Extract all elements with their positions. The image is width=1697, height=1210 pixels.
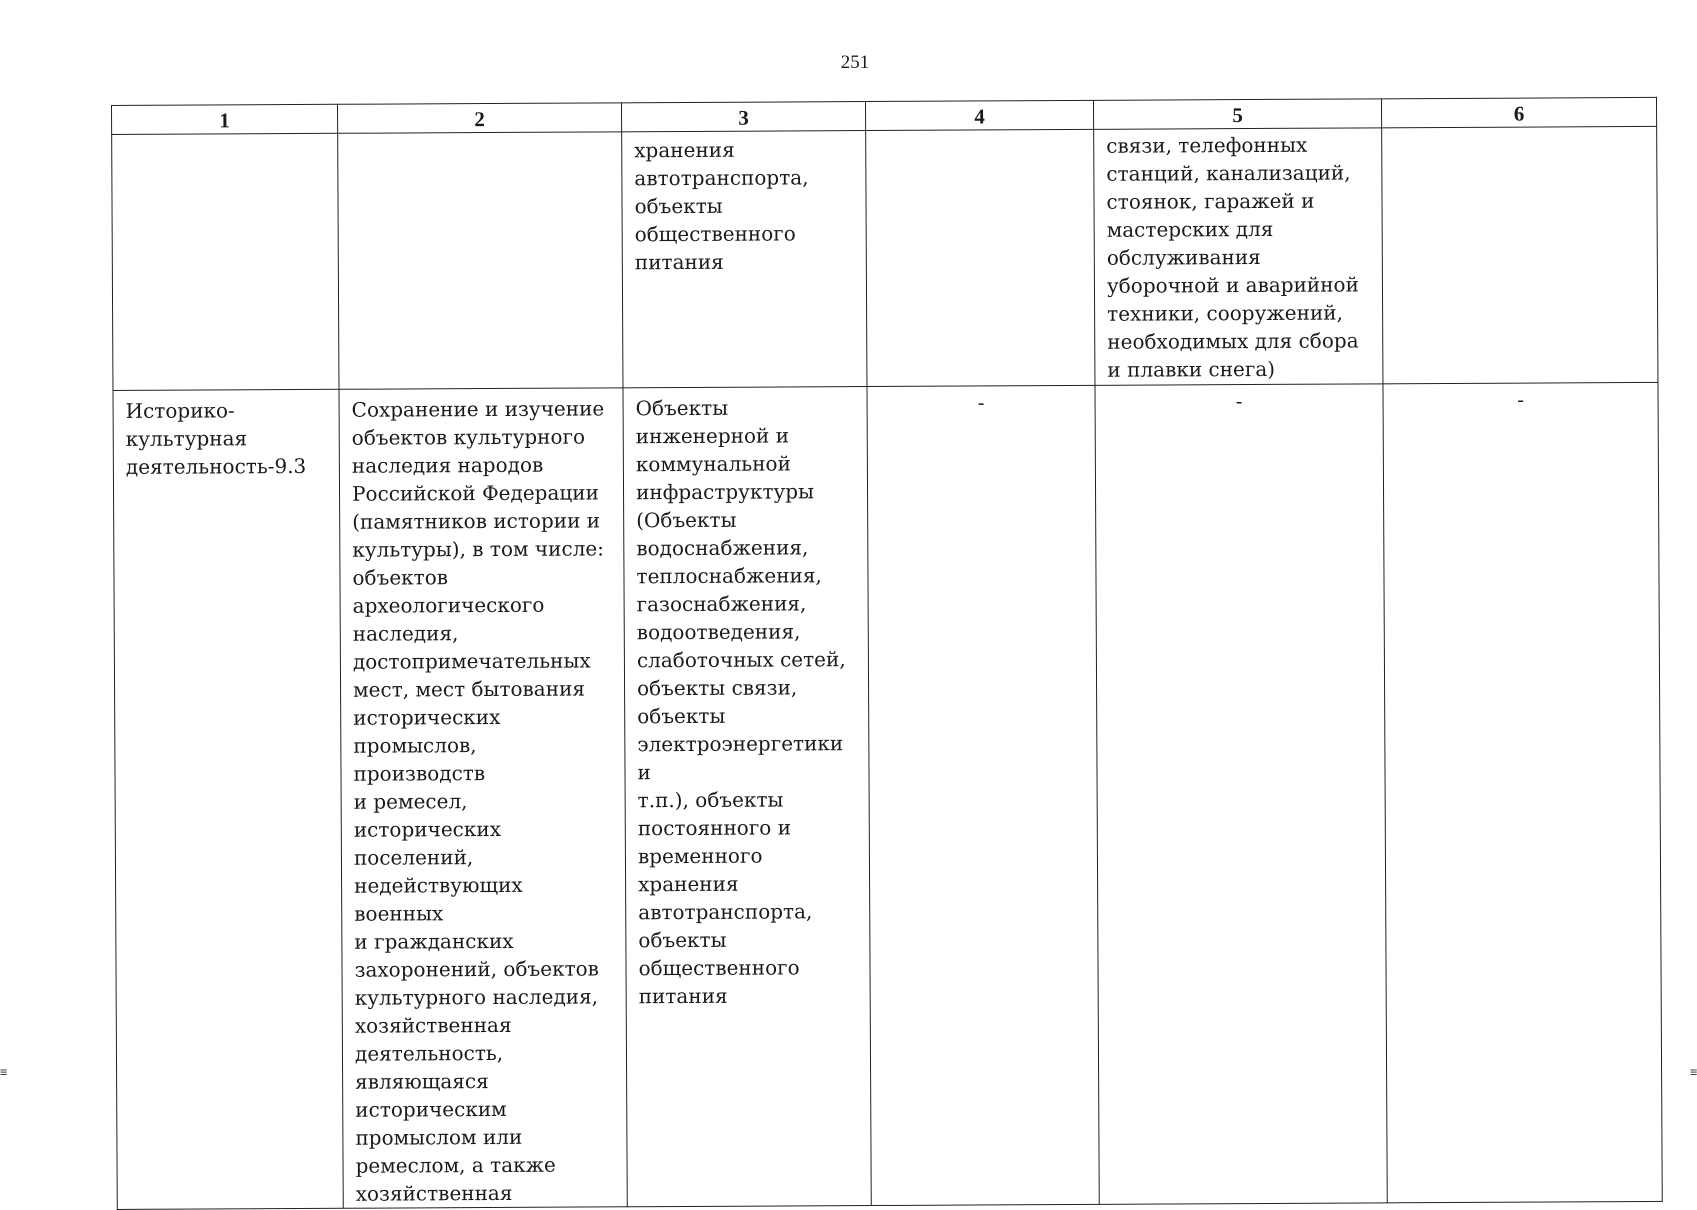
restrictions-text: связи, телефонных станций, канализаций, стоянок, гаражей и мастерских для обслуживания уборочной и аварийной техники, сооружений, необходимых для сбора и плавки снега) xyxy=(1106,132,1359,382)
column-header-3: 3 xyxy=(621,102,865,132)
cell-col2 xyxy=(338,132,623,389)
cell-permitted-objects: Объекты инженерной и коммунальной инфраструктуры (Объекты водоснабжения, теплоснабжения, газоснабжения, водоотведения, слаботочных сетей, объекты связи, объекты электроэнергетики и т.п.), объекты постоянного и временного хранения автотранспорта, объекты общественного питания xyxy=(623,387,871,1207)
column-header-5: 5 xyxy=(1093,99,1381,130)
table-row xyxy=(113,382,1662,1209)
cell-col1 xyxy=(112,133,339,390)
cell-description: Сохранение и изучение объектов культурного наследия народов Российской Федерации (памятников истории и культуры), в том числе: объектов археологического наследия, достопримечательных мест, мест бытования исторических промыслов, производств и ремесел, исторических поселений, недействующих военных и гражданских захоронений, объектов культурного наследия, хозяйственная деятельность, являющаяся историческим промыслом или ремеслом, а также хозяйственная xyxy=(339,388,627,1208)
column-header-4: 4 xyxy=(865,100,1093,130)
cell-col3 xyxy=(622,131,867,388)
page-number: 251 xyxy=(840,52,870,73)
column-header-6: 6 xyxy=(1381,97,1656,127)
cell-col6 xyxy=(1382,126,1658,383)
cell-col4 xyxy=(866,129,1095,386)
cell-col5 xyxy=(1094,128,1383,386)
cell-land-use-type: Историко- культурная деятельность-9.3 xyxy=(113,389,343,1209)
scan-edge-mark-right: ≡ xyxy=(1690,1065,1697,1079)
cell-col4-value: - xyxy=(867,385,1099,1205)
table-row xyxy=(112,126,1658,390)
scan-edge-mark-left: ≡ xyxy=(0,1065,8,1079)
cell-col6-value: - xyxy=(1383,382,1662,1202)
cell-col5-value: - xyxy=(1095,384,1387,1204)
permitted-objects-text: хранения автотранспорта, объекты общественного питания xyxy=(634,137,809,275)
column-header-2: 2 xyxy=(337,103,621,133)
land-use-table xyxy=(111,97,1663,1210)
column-header-1: 1 xyxy=(112,104,338,134)
